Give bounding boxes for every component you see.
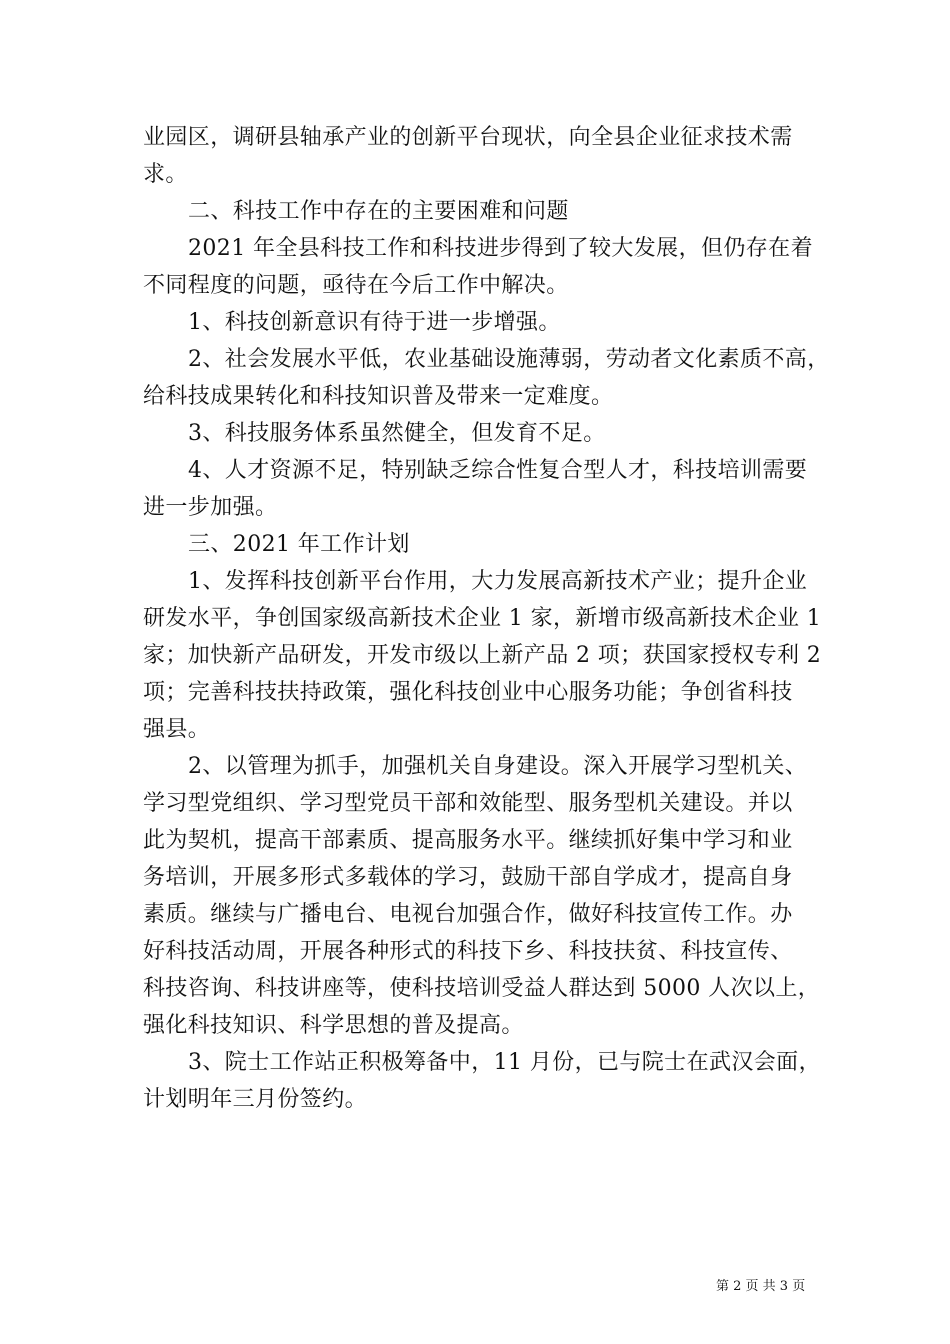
text-line: 4、人才资源不足，特别缺乏综合性复合型人才，科技培训需要 — [188, 458, 808, 483]
text-line: 3、院士工作站正积极筹备中，11 月份，已与院士在武汉会面， — [188, 1050, 821, 1075]
text-line: 不同程度的问题，亟待在今后工作中解决。 — [143, 273, 569, 298]
text-line: 素质。继续与广播电台、电视台加强合作，做好科技宣传工作。办 — [143, 902, 793, 927]
text-line: 计划明年三月份签约。 — [143, 1087, 368, 1112]
text-line: 2021 年全县科技工作和科技进步得到了较大发展，但仍存在着 — [188, 236, 813, 261]
text-line: 强化科技知识、科学思想的普及提高。 — [143, 1013, 524, 1038]
text-line: 家；加快新产品研发，开发市级以上新产品 2 项；获国家授权专利 2 — [143, 643, 822, 668]
text-line: 1、发挥科技创新平台作用，大力发展高新技术产业；提升企业 — [188, 569, 808, 594]
section-heading: 二、科技工作中存在的主要困难和问题 — [188, 199, 569, 224]
text-line: 务培训，开展多形式多载体的学习，鼓励干部自学成才，提高自身 — [143, 865, 793, 890]
text-line: 此为契机，提高干部素质、提高服务水平。继续抓好集中学习和业 — [143, 828, 793, 853]
section-heading: 三、2021 年工作计划 — [188, 532, 410, 557]
text-line: 进一步加强。 — [143, 495, 278, 520]
text-line: 2、以管理为抓手，加强机关自身建设。深入开展学习型机关、 — [188, 754, 808, 779]
text-line: 2、社会发展水平低，农业基础设施薄弱，劳动者文化素质不高， — [188, 347, 830, 372]
text-line: 给科技成果转化和科技知识普及带来一定难度。 — [143, 384, 614, 409]
text-line: 好科技活动周，开展各种形式的科技下乡、科技扶贫、科技宣传、 — [143, 939, 793, 964]
text-line: 3、科技服务体系虽然健全，但发育不足。 — [188, 421, 606, 446]
text-line: 学习型党组织、学习型党员干部和效能型、服务型机关建设。并以 — [143, 791, 793, 816]
page-number: 第 2 页 共 3 页 — [716, 1279, 806, 1294]
text-line: 研发水平，争创国家级高新技术企业 1 家，新增市级高新技术企业 1 — [143, 606, 822, 631]
text-line: 项；完善科技扶持政策，强化科技创业中心服务功能；争创省科技 — [143, 680, 793, 705]
text-line: 业园区，调研县轴承产业的创新平台现状，向全县企业征求技术需 — [143, 125, 793, 150]
text-line: 求。 — [143, 162, 188, 187]
text-line: 强县。 — [143, 717, 211, 742]
text-line: 科技咨询、科技讲座等，使科技培训受益人群达到 5000 人次以上， — [143, 976, 821, 1001]
text-line: 1、科技创新意识有待于进一步增强。 — [188, 310, 561, 335]
